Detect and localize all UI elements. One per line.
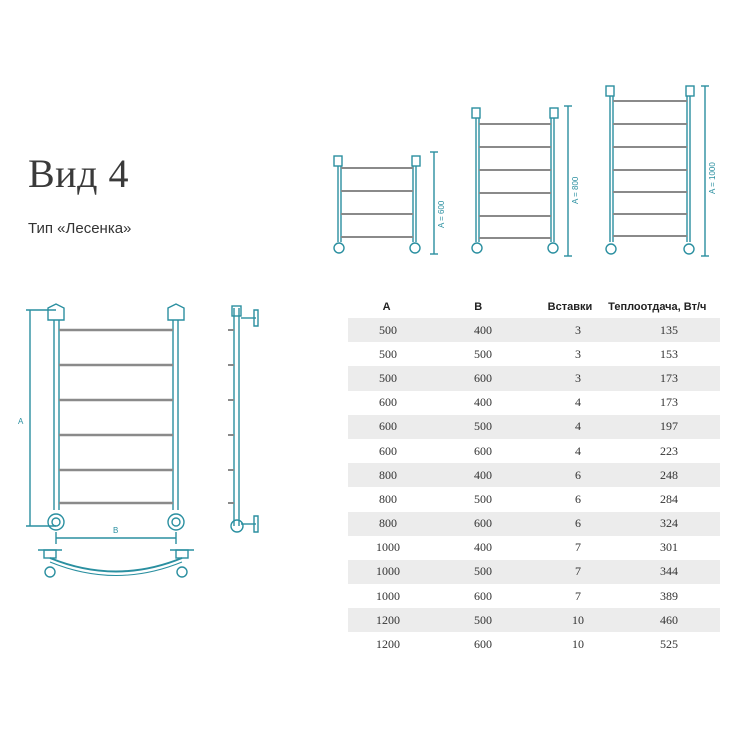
table-cell: 500 [474,564,492,579]
radiator-1000-diagram [602,82,722,262]
table-cell: 10 [572,612,584,627]
table-cell: 3 [575,370,581,385]
table-cell: 800 [379,467,397,482]
radiator-800-diagram [468,104,588,260]
table-cell: 324 [660,516,678,531]
dim-a600-label: A = 600 [437,200,446,228]
table-cell: 400 [474,467,492,482]
table-row [348,391,720,415]
table-cell: 6 [575,516,581,531]
page-title: Вид 4 [28,151,129,196]
table-header [348,296,720,318]
table-cell: 600 [474,443,492,458]
table-cell: 135 [660,322,678,337]
table-body [348,318,720,657]
table-cell: 1000 [376,540,400,555]
table-cell: 7 [575,564,581,579]
table-cell: 6 [575,467,581,482]
table-row [348,608,720,632]
table-cell: 400 [474,540,492,555]
table-row [348,536,720,560]
table-cell: 1000 [376,564,400,579]
table-cell: 500 [474,491,492,506]
table-row [348,342,720,366]
table-cell: 1000 [376,588,400,603]
table-cell: 525 [660,637,678,652]
header-b: B [474,301,483,313]
table-cell: 500 [379,346,397,361]
table-row [348,463,720,487]
table-cell: 7 [575,540,581,555]
table-cell: 500 [379,322,397,337]
table-cell: 500 [474,612,492,627]
table-cell: 3 [575,322,581,337]
table-cell: 600 [474,516,492,531]
table-cell: 800 [379,491,397,506]
table-cell: 223 [660,443,678,458]
dim-b-label: B [113,526,119,535]
table-cell: 400 [474,395,492,410]
table-row [348,560,720,584]
table-row [348,632,720,656]
header-a: A [382,301,391,313]
table-cell: 600 [379,395,397,410]
table-cell: 600 [474,588,492,603]
table-row [348,584,720,608]
table-cell: 800 [379,516,397,531]
table-row [348,366,720,390]
table-cell: 600 [379,419,397,434]
table-cell: 173 [660,395,678,410]
table-cell: 1200 [376,637,400,652]
table-cell: 344 [660,564,678,579]
dim-a-label: A [18,417,24,426]
table-cell: 600 [379,443,397,458]
table-cell: 7 [575,588,581,603]
radiator-front-view [16,300,216,590]
table-cell: 3 [575,346,581,361]
header-heat-output: Теплоотдача, Вт/ч [608,301,707,313]
table-cell: 600 [474,637,492,652]
table-cell: 173 [660,370,678,385]
table-row [348,512,720,536]
table-cell: 400 [474,322,492,337]
table-cell: 500 [379,370,397,385]
dim-a1000-label: A = 1000 [708,162,717,194]
table-cell: 10 [572,637,584,652]
table-cell: 284 [660,491,678,506]
table-cell: 4 [575,395,581,410]
table-cell: 4 [575,419,581,434]
table-row [348,415,720,439]
spec-table [348,296,720,657]
table-cell: 600 [474,370,492,385]
header-inserts: Вставки [547,301,593,313]
table-cell: 1200 [376,612,400,627]
table-row [348,487,720,511]
table-cell: 153 [660,346,678,361]
table-cell: 500 [474,419,492,434]
table-cell: 197 [660,419,678,434]
table-row [348,318,720,342]
table-cell: 389 [660,588,678,603]
dim-a800-label: A = 800 [571,176,580,204]
table-cell: 460 [660,612,678,627]
table-cell: 4 [575,443,581,458]
radiator-side-view [220,300,270,540]
table-cell: 6 [575,491,581,506]
page-subtitle: Тип «Лесенка» [28,220,132,237]
table-cell: 301 [660,540,678,555]
table-row [348,439,720,463]
table-cell: 248 [660,467,678,482]
table-cell: 500 [474,346,492,361]
radiator-600-diagram [330,150,450,260]
